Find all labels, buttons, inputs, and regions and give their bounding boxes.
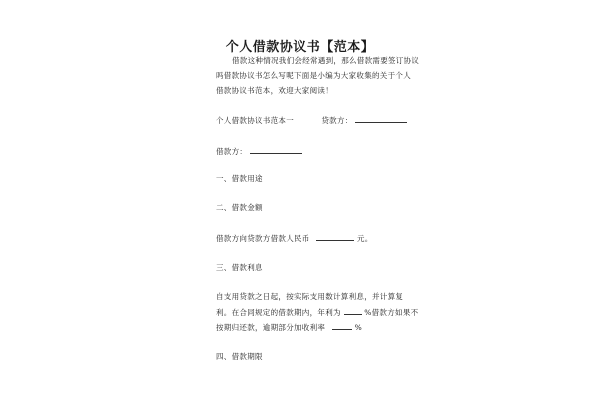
section-1-heading: 一、借款用途 — [216, 174, 263, 183]
interest-rate-blank — [344, 306, 362, 315]
overdue-rate-blank — [332, 321, 352, 330]
section-4-heading: 四、借款期限 — [216, 352, 263, 361]
section-3-heading: 三、借款利息 — [216, 263, 263, 272]
doc-name-row — [216, 114, 407, 126]
interest-line-1: 自支用贷款之日起，按实际支用数计算利息，并计算复 — [216, 292, 404, 301]
interest-line-2 — [216, 306, 418, 318]
amount-row — [216, 232, 373, 244]
intro-line-3: 借款协议书范本，欢迎大家阅读！ — [216, 86, 333, 95]
intro-line-1: 借款这种情况我们会经常遇到，那么借款需要签订协议 — [232, 56, 420, 65]
intro-line-2: 吗借款协议书怎么写呢下面是小编为大家收集的关于个人 — [216, 71, 411, 80]
borrower-blank — [250, 145, 302, 154]
doc-name: 个人借款协议书范本一 — [216, 116, 294, 125]
document-title: 个人借款协议书【范本】 — [225, 40, 375, 55]
interest-rate-label: 利。在合同规定的借款期内，年利为 — [216, 308, 341, 317]
borrower-label: 借款方： — [216, 147, 248, 156]
lender-blank — [355, 114, 407, 123]
section-2-heading: 二、借款金额 — [216, 203, 263, 212]
amount-blank — [316, 232, 354, 241]
overdue-rate-label: 按期归还款，逾期部分加收利率 — [216, 323, 326, 332]
lender-label: 贷款方： — [321, 116, 353, 125]
amount-prefix: 借款方向贷款方借款人民币 — [216, 234, 310, 243]
overdue-rate-suffix: % — [354, 323, 363, 332]
amount-suffix: 元。 — [356, 234, 373, 243]
borrower-row — [216, 145, 302, 157]
interest-line-3 — [216, 321, 362, 333]
interest-rate-suffix: %借款方如果不 — [364, 308, 419, 317]
